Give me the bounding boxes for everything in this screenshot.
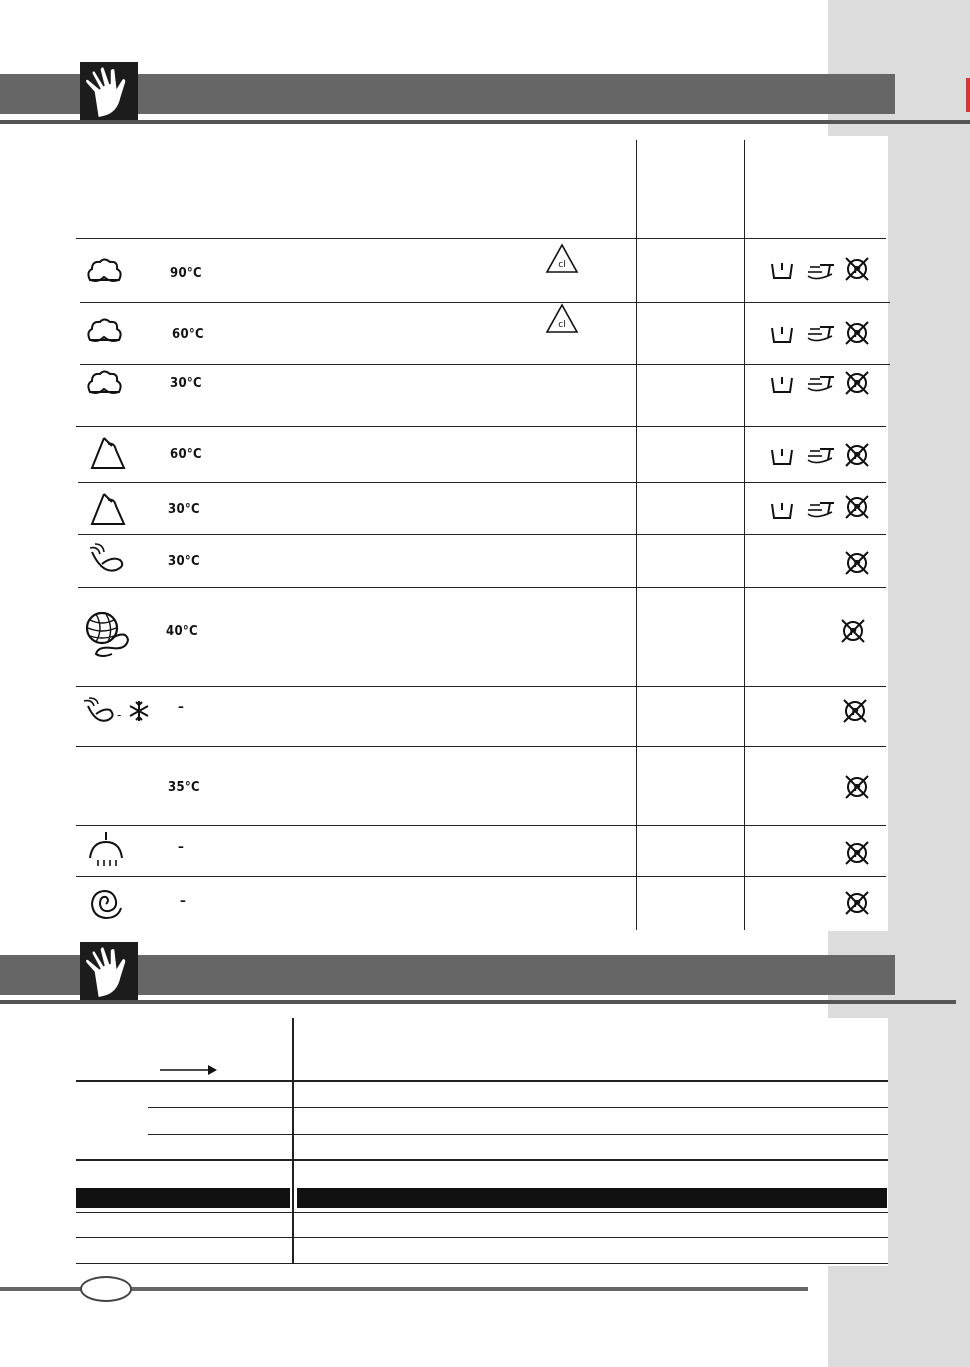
row-rule	[76, 876, 886, 877]
no-dryclean-icon	[846, 322, 868, 344]
section-header-rule	[0, 1000, 956, 1004]
hand-wash-icon	[770, 500, 794, 520]
no-dryclean-icon	[846, 892, 868, 914]
wash-temperature: 35°C	[168, 780, 200, 795]
table-panel-extension-2	[828, 1018, 888, 1266]
wash-temperature: –	[178, 700, 185, 715]
wool-icon	[82, 610, 132, 658]
cotton-icon	[86, 370, 124, 398]
cotton-icon	[86, 258, 124, 286]
bleach-cl-icon	[546, 244, 578, 274]
row-rule	[80, 364, 890, 365]
col-divider-1	[636, 140, 637, 930]
no-dryclean-icon	[846, 372, 868, 394]
wash-temperature: 40°C	[166, 624, 198, 639]
hand-wash-icon	[770, 324, 794, 344]
cotton-icon	[86, 318, 124, 346]
symbol-separator: -	[117, 708, 122, 722]
no-dryclean-icon	[842, 620, 864, 642]
row-rule	[148, 1107, 888, 1108]
snowflake-icon	[128, 700, 150, 722]
wash-temperature: 30°C	[168, 554, 200, 569]
row-rule	[76, 426, 886, 427]
page-number-oval	[80, 1276, 132, 1302]
wash-temperature: –	[180, 894, 187, 909]
wash-temperature: –	[178, 840, 185, 855]
bleach-cl-icon	[546, 304, 578, 334]
col-divider	[292, 1018, 294, 1264]
row-rule	[76, 238, 886, 239]
synthetic-icon	[88, 436, 126, 470]
no-dryclean-icon	[846, 842, 868, 864]
no-dryclean-icon	[846, 444, 868, 466]
col-divider-2	[744, 140, 745, 930]
delicate-icon	[86, 544, 130, 578]
no-dryclean-icon	[846, 496, 868, 518]
synthetic-icon	[88, 492, 126, 526]
wash-temperature: 60°C	[170, 447, 202, 462]
no-dryclean-icon	[844, 700, 866, 722]
hand-wash-icon	[770, 374, 794, 394]
highlight-row-cell	[76, 1188, 290, 1208]
row-rule	[78, 534, 886, 535]
row-rule	[76, 1237, 888, 1238]
row-rule	[76, 1263, 888, 1264]
row-rule	[78, 482, 886, 483]
iron-icon	[806, 324, 836, 344]
wash-temperature: 30°C	[170, 376, 202, 391]
hand-wash-icon	[770, 446, 794, 466]
rinse-icon	[82, 698, 118, 724]
iron-icon	[806, 262, 836, 282]
wash-temperature: 90°C	[170, 266, 202, 281]
wash-temperature: 30°C	[168, 502, 200, 517]
highlight-row-cell	[297, 1188, 887, 1208]
iron-icon	[806, 374, 836, 394]
row-rule	[76, 1080, 888, 1082]
row-rule	[76, 686, 886, 687]
section-header-rule	[0, 120, 970, 124]
row-rule	[78, 587, 886, 588]
wash-temperature: 60°C	[172, 327, 204, 342]
row-rule	[76, 1159, 888, 1161]
spin-icon	[88, 886, 124, 920]
row-rule	[76, 746, 886, 747]
row-rule	[76, 1212, 888, 1213]
drain-icon	[86, 830, 126, 868]
no-dryclean-icon	[846, 258, 868, 280]
arrow-right-icon	[160, 1064, 218, 1076]
hand-icon	[80, 62, 138, 120]
row-rule	[148, 1134, 888, 1135]
hand-icon	[80, 942, 138, 1000]
hand-wash-icon	[770, 260, 794, 280]
no-dryclean-icon	[846, 776, 868, 798]
row-rule	[76, 825, 886, 826]
iron-icon	[806, 500, 836, 520]
iron-icon	[806, 446, 836, 466]
row-rule	[80, 302, 890, 303]
tab-marker	[966, 78, 970, 112]
no-dryclean-icon	[846, 552, 868, 574]
